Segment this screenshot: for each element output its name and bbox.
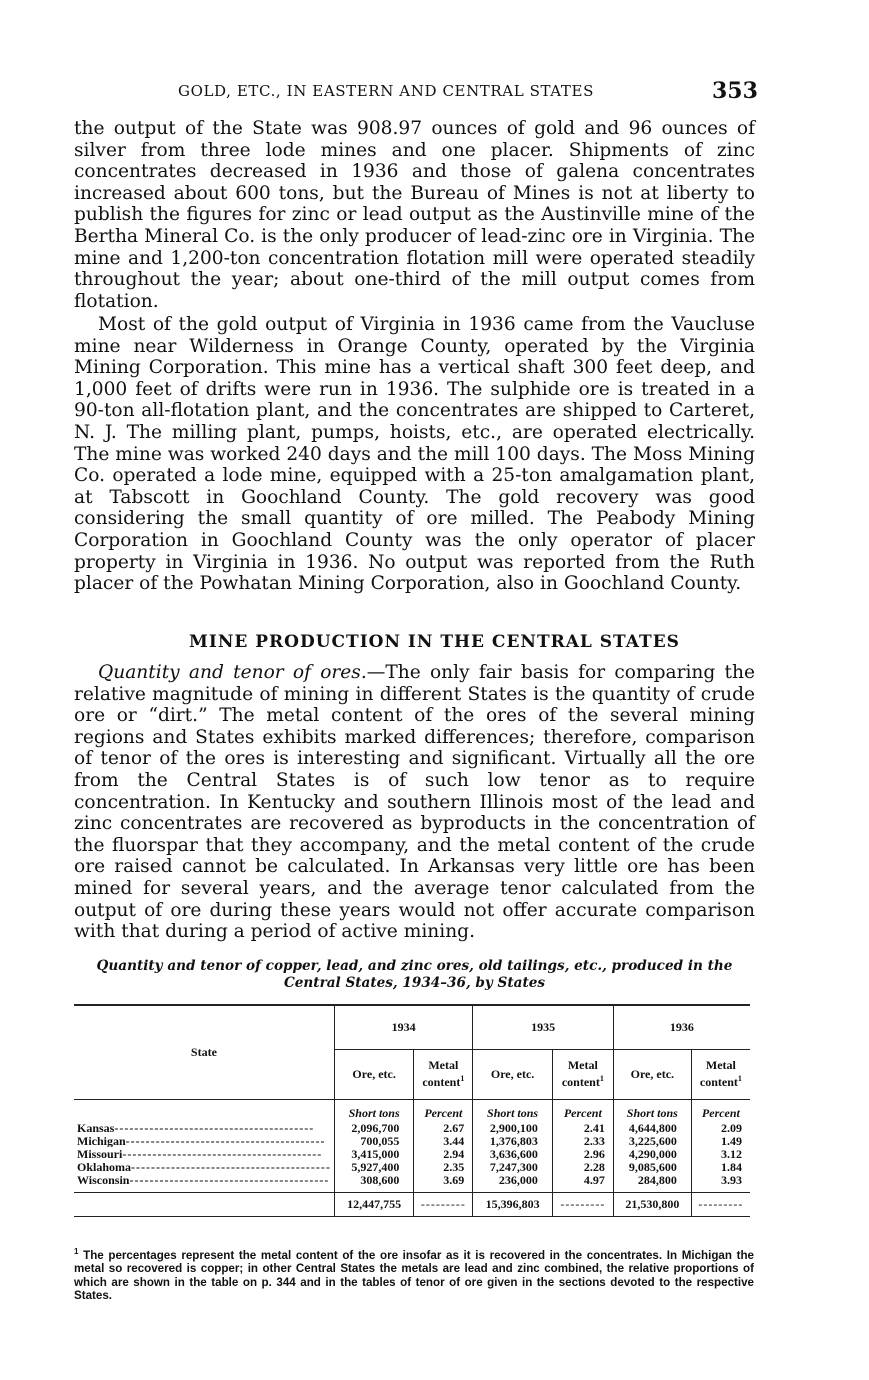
metal-content-cell: 2.67 — [414, 1121, 473, 1134]
metal-content-cell: 1.84 — [691, 1160, 750, 1173]
table-row — [74, 1173, 750, 1186]
table-row — [74, 1147, 750, 1160]
ore-cell: 5,927,400 — [334, 1160, 414, 1173]
state-cell: Michigan---------------------------------------- — [77, 1134, 326, 1147]
year-header: 1934 — [334, 1005, 472, 1049]
table-footnote — [74, 1245, 754, 1302]
total-metal-blank: --------- — [414, 1192, 473, 1216]
ore-cell: 3,225,600 — [613, 1134, 691, 1147]
ore-cell: 284,800 — [613, 1173, 691, 1186]
state-column-header: State — [74, 1005, 334, 1099]
ore-cell: 700,055 — [334, 1134, 414, 1147]
table-row — [74, 1121, 750, 1134]
unit-label: Percent — [552, 1099, 613, 1121]
ore-cell: 4,290,000 — [613, 1147, 691, 1160]
metal-content-cell: 4.97 — [552, 1173, 613, 1186]
metal-content-cell: 3.69 — [414, 1173, 473, 1186]
ore-cell: 4,644,800 — [613, 1121, 691, 1134]
paragraph-quantity-tenor — [74, 662, 755, 943]
table-caption — [74, 958, 755, 992]
paragraph-text: Most of the gold output of Virginia in 1936 came from the Vaucluse mine near Wilderness in Orange County, operated by the Virginia Mining Corporation. This mine has a vertical shaft 300 feet deep, and 1,000 feet of drifts were run in 1936. The sulphide ore is treated in a 90-ton all-flotation plant, and the concentrates are shipped to Carteret, N. J. The milling plant, pumps, hoists, etc., are operated electrically. The mine was worked 240 days and the mill 100 days. The Moss Mining Co. operated a lode mine, equipped with a 25-ton amalgamation plant, at Tabscott in Goochland County. The gold recovery was good considering the small quantity of ore milled. The Peabody Mining Corporation in Goochland County was the only operator of placer property in Virginia in 1936. No output was reported from the Ruth placer of the Powhatan Mining Corporation, also in Goochland County. — [74, 314, 755, 595]
unit-label: Percent — [414, 1099, 473, 1121]
ore-column-header: Ore, etc. — [473, 1049, 553, 1099]
caption-line: Central States, 1934–36, by States — [283, 975, 546, 991]
paragraph-lead-in: Quantity and tenor of ores. — [98, 662, 367, 683]
year-header: 1936 — [613, 1005, 750, 1049]
metal-content-cell: 3.44 — [414, 1134, 473, 1147]
ore-column-header: Ore, etc. — [613, 1049, 691, 1099]
ore-cell: 1,376,803 — [473, 1134, 553, 1147]
caption-line: Quantity and tenor of copper, lead, and zinc ores, old tailings, etc., produced in the — [96, 958, 733, 974]
metal-content-cell: 2.96 — [552, 1147, 613, 1160]
page-number: 353 — [712, 78, 758, 104]
metal-content-cell: 2.09 — [691, 1121, 750, 1134]
state-cell: Kansas---------------------------------------- — [77, 1121, 315, 1134]
ore-cell: 7,247,300 — [473, 1160, 553, 1173]
paragraph-vaucluse — [74, 314, 755, 595]
ore-cell: 3,415,000 — [334, 1147, 414, 1160]
metal-content-cell: 3.93 — [691, 1173, 750, 1186]
paragraph-text: —The only fair basis for comparing the relative magnitude of mining in different States is the quantity of crude ore or “dirt.” The metal content of the ores of the several mining regions and States exhibits marked differences; therefore, comparison of tenor of the ores is interesting and significant. Virtually all the ore from the Central States is of such low tenor as to require concentration. In Kentucky and southern Illinois most of the lead and zinc concentrates are recovered as byproducts in the concentration of the fluorspar that they accompany, and the metal content of the crude ore raised cannot be calculated. In Arkansas very little ore has been mined for several years, and the average tenor calculated from the output of ore during these years would not offer accurate comparison with that during a period of active mining. — [74, 662, 755, 943]
metal-column-header: Metal content$^1$ — [414, 1049, 473, 1099]
metal-content-cell: 2.94 — [414, 1147, 473, 1160]
unit-label: Short tons — [473, 1099, 553, 1121]
ore-cell: 3,636,600 — [473, 1147, 553, 1160]
table-row — [74, 1160, 750, 1173]
section-heading: MINE PRODUCTION IN THE CENTRAL STATES — [189, 632, 680, 652]
metal-content-cell: 1.49 — [691, 1134, 750, 1147]
total-metal-blank: --------- — [552, 1192, 613, 1216]
metal-content-cell: 2.41 — [552, 1121, 613, 1134]
metal-content-cell: 2.35 — [414, 1160, 473, 1173]
running-title: GOLD, ETC., IN EASTERN AND CENTRAL STATES — [178, 82, 594, 100]
unit-label: Percent — [691, 1099, 750, 1121]
ore-cell: 2,900,100 — [473, 1121, 553, 1134]
paragraph-text: the output of the State was 908.97 ounces of gold and 96 ounces of silver from three lode mines and one placer. Shipments of zinc concentrates decreased in 1936 and those of galena concentrates increased about 600 tons, but the Bureau of Mines is not at liberty to publish the figures for zinc or lead output as the Austinville mine of the Bertha Mineral Co. is the only producer of lead-zinc ore in Virginia. The mine and 1,200-ton concentration flotation mill were operated steadily throughout the year; about one-third of the mill output comes from flotation. — [74, 118, 755, 312]
state-cell: Wisconsin---------------------------------------- — [77, 1173, 330, 1186]
unit-label: Short tons — [613, 1099, 691, 1121]
total-ore-1934: 12,447,755 — [334, 1192, 414, 1216]
metal-column-header: Metal content$^1$ — [552, 1049, 613, 1099]
table-row — [74, 1134, 750, 1147]
state-cell: Oklahoma---------------------------------------- — [77, 1160, 331, 1173]
total-metal-blank: --------- — [691, 1192, 750, 1216]
year-header: 1935 — [473, 1005, 614, 1049]
metal-content-cell: 2.28 — [552, 1160, 613, 1173]
footnote-text: The percentages represent the metal content of the ore insofar as it is recovered in the concentrates. In Michigan the metal so recovered is copper; in other Central States the metals are lead and zinc combined, the relative proportions of which are shown in the table on p. 344 and in the tables of tenor of ore given in the sections devoted to the respective States. — [74, 1248, 754, 1303]
ore-cell: 2,096,700 — [334, 1121, 414, 1134]
ore-column-header: Ore, etc. — [334, 1049, 414, 1099]
footnote-mark: 1 — [74, 1247, 79, 1256]
ore-cell: 236,000 — [473, 1173, 553, 1186]
metal-content-cell: 3.12 — [691, 1147, 750, 1160]
paragraph-continued — [74, 118, 755, 312]
ore-cell: 9,085,600 — [613, 1160, 691, 1173]
total-ore-1936: 21,530,800 — [613, 1192, 691, 1216]
state-cell: Missouri---------------------------------------- — [77, 1147, 323, 1160]
unit-label: Short tons — [334, 1099, 414, 1121]
total-ore-1935: 15,396,803 — [473, 1192, 553, 1216]
ore-tenor-table — [74, 1004, 750, 1217]
metal-column-header: Metal content$^1$ — [691, 1049, 750, 1099]
metal-content-cell: 2.33 — [552, 1134, 613, 1147]
page-header — [0, 78, 869, 108]
ore-cell: 308,600 — [334, 1173, 414, 1186]
